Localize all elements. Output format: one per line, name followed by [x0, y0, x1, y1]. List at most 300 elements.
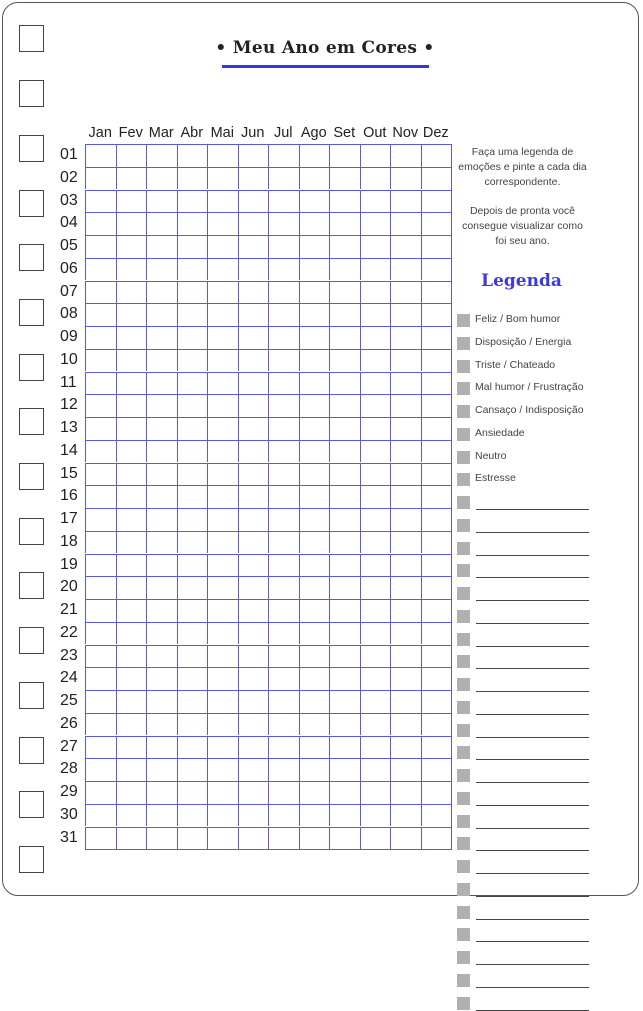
day-cell[interactable]: [177, 531, 208, 554]
day-cell[interactable]: [299, 827, 330, 850]
day-cell[interactable]: [299, 326, 330, 349]
day-cell[interactable]: [268, 485, 299, 508]
day-cell[interactable]: [146, 463, 177, 486]
day-cell[interactable]: [299, 599, 330, 622]
day-cell[interactable]: [299, 508, 330, 531]
legend-swatch[interactable]: [457, 360, 470, 373]
day-cell[interactable]: [85, 417, 116, 440]
day-cell[interactable]: [146, 531, 177, 554]
legend-swatch[interactable]: [457, 906, 470, 919]
day-cell[interactable]: [299, 804, 330, 827]
day-cell[interactable]: [421, 326, 452, 349]
day-cell[interactable]: [268, 622, 299, 645]
day-cell[interactable]: [390, 144, 421, 167]
day-cell[interactable]: [177, 303, 208, 326]
day-cell[interactable]: [329, 167, 360, 190]
day-cell[interactable]: [207, 781, 238, 804]
day-cell[interactable]: [421, 713, 452, 736]
day-cell[interactable]: [360, 667, 391, 690]
day-cell[interactable]: [207, 485, 238, 508]
day-cell[interactable]: [238, 827, 269, 850]
legend-blank-line[interactable]: [476, 941, 589, 942]
day-cell[interactable]: [85, 531, 116, 554]
day-cell[interactable]: [268, 303, 299, 326]
day-cell[interactable]: [238, 167, 269, 190]
day-cell[interactable]: [421, 485, 452, 508]
day-cell[interactable]: [85, 190, 116, 213]
day-cell[interactable]: [390, 463, 421, 486]
day-cell[interactable]: [268, 235, 299, 258]
legend-blank-line[interactable]: [476, 646, 589, 647]
day-cell[interactable]: [390, 781, 421, 804]
day-cell[interactable]: [390, 394, 421, 417]
day-cell[interactable]: [177, 645, 208, 668]
day-cell[interactable]: [238, 190, 269, 213]
day-cell[interactable]: [329, 281, 360, 304]
legend-swatch[interactable]: [457, 542, 470, 555]
day-cell[interactable]: [116, 417, 147, 440]
day-cell[interactable]: [116, 667, 147, 690]
day-cell[interactable]: [329, 599, 360, 622]
day-cell[interactable]: [299, 258, 330, 281]
day-cell[interactable]: [207, 417, 238, 440]
day-cell[interactable]: [146, 508, 177, 531]
legend-swatch[interactable]: [457, 974, 470, 987]
day-cell[interactable]: [116, 554, 147, 577]
day-cell[interactable]: [146, 758, 177, 781]
day-cell[interactable]: [390, 713, 421, 736]
day-cell[interactable]: [238, 485, 269, 508]
day-cell[interactable]: [360, 235, 391, 258]
day-cell[interactable]: [329, 303, 360, 326]
day-cell[interactable]: [421, 463, 452, 486]
day-cell[interactable]: [268, 713, 299, 736]
day-cell[interactable]: [207, 508, 238, 531]
day-cell[interactable]: [421, 781, 452, 804]
day-cell[interactable]: [116, 258, 147, 281]
day-cell[interactable]: [299, 713, 330, 736]
legend-blank-line[interactable]: [476, 782, 589, 783]
day-cell[interactable]: [360, 531, 391, 554]
day-cell[interactable]: [116, 212, 147, 235]
day-cell[interactable]: [299, 212, 330, 235]
day-cell[interactable]: [207, 281, 238, 304]
day-cell[interactable]: [421, 554, 452, 577]
day-cell[interactable]: [207, 622, 238, 645]
day-cell[interactable]: [238, 781, 269, 804]
legend-swatch[interactable]: [457, 564, 470, 577]
day-cell[interactable]: [299, 440, 330, 463]
legend-blank-line[interactable]: [476, 691, 589, 692]
legend-blank-line[interactable]: [476, 737, 589, 738]
day-cell[interactable]: [329, 622, 360, 645]
legend-swatch[interactable]: [457, 496, 470, 509]
day-cell[interactable]: [329, 440, 360, 463]
day-cell[interactable]: [268, 463, 299, 486]
day-cell[interactable]: [390, 212, 421, 235]
day-cell[interactable]: [85, 485, 116, 508]
day-cell[interactable]: [329, 576, 360, 599]
day-cell[interactable]: [421, 440, 452, 463]
legend-swatch[interactable]: [457, 769, 470, 782]
day-cell[interactable]: [268, 690, 299, 713]
day-cell[interactable]: [299, 576, 330, 599]
legend-swatch[interactable]: [457, 837, 470, 850]
day-cell[interactable]: [116, 781, 147, 804]
day-cell[interactable]: [238, 372, 269, 395]
day-cell[interactable]: [207, 212, 238, 235]
day-cell[interactable]: [207, 372, 238, 395]
day-cell[interactable]: [329, 463, 360, 486]
day-cell[interactable]: [85, 281, 116, 304]
legend-blank-line[interactable]: [476, 555, 589, 556]
day-cell[interactable]: [207, 190, 238, 213]
day-cell[interactable]: [360, 736, 391, 759]
day-cell[interactable]: [116, 235, 147, 258]
day-cell[interactable]: [238, 349, 269, 372]
day-cell[interactable]: [421, 303, 452, 326]
day-cell[interactable]: [299, 622, 330, 645]
day-cell[interactable]: [421, 235, 452, 258]
legend-swatch[interactable]: [457, 724, 470, 737]
legend-swatch[interactable]: [457, 337, 470, 350]
day-cell[interactable]: [390, 281, 421, 304]
day-cell[interactable]: [360, 645, 391, 668]
day-cell[interactable]: [85, 827, 116, 850]
day-cell[interactable]: [238, 508, 269, 531]
day-cell[interactable]: [299, 485, 330, 508]
day-cell[interactable]: [329, 667, 360, 690]
day-cell[interactable]: [146, 645, 177, 668]
day-cell[interactable]: [177, 190, 208, 213]
day-cell[interactable]: [116, 303, 147, 326]
day-cell[interactable]: [329, 690, 360, 713]
day-cell[interactable]: [268, 554, 299, 577]
day-cell[interactable]: [177, 440, 208, 463]
day-cell[interactable]: [207, 667, 238, 690]
day-cell[interactable]: [146, 235, 177, 258]
day-cell[interactable]: [238, 258, 269, 281]
day-cell[interactable]: [268, 326, 299, 349]
day-cell[interactable]: [329, 372, 360, 395]
day-cell[interactable]: [177, 622, 208, 645]
day-cell[interactable]: [390, 258, 421, 281]
legend-swatch[interactable]: [457, 655, 470, 668]
day-cell[interactable]: [329, 394, 360, 417]
day-cell[interactable]: [177, 758, 208, 781]
day-cell[interactable]: [116, 576, 147, 599]
day-cell[interactable]: [299, 645, 330, 668]
day-cell[interactable]: [116, 281, 147, 304]
day-cell[interactable]: [360, 690, 391, 713]
day-cell[interactable]: [85, 576, 116, 599]
day-cell[interactable]: [360, 758, 391, 781]
day-cell[interactable]: [360, 372, 391, 395]
day-cell[interactable]: [116, 508, 147, 531]
day-cell[interactable]: [360, 554, 391, 577]
day-cell[interactable]: [299, 372, 330, 395]
day-cell[interactable]: [329, 781, 360, 804]
day-cell[interactable]: [360, 326, 391, 349]
day-cell[interactable]: [207, 736, 238, 759]
day-cell[interactable]: [238, 736, 269, 759]
day-cell[interactable]: [116, 827, 147, 850]
day-cell[interactable]: [85, 736, 116, 759]
day-cell[interactable]: [177, 372, 208, 395]
day-cell[interactable]: [116, 144, 147, 167]
day-cell[interactable]: [146, 599, 177, 622]
day-cell[interactable]: [329, 212, 360, 235]
day-cell[interactable]: [360, 508, 391, 531]
day-cell[interactable]: [299, 736, 330, 759]
day-cell[interactable]: [329, 713, 360, 736]
day-cell[interactable]: [390, 531, 421, 554]
day-cell[interactable]: [360, 463, 391, 486]
legend-blank-line[interactable]: [476, 896, 589, 897]
legend-swatch[interactable]: [457, 883, 470, 896]
legend-swatch[interactable]: [457, 678, 470, 691]
day-cell[interactable]: [85, 645, 116, 668]
day-cell[interactable]: [177, 508, 208, 531]
legend-swatch[interactable]: [457, 701, 470, 714]
day-cell[interactable]: [238, 303, 269, 326]
day-cell[interactable]: [421, 281, 452, 304]
legend-swatch[interactable]: [457, 587, 470, 600]
day-cell[interactable]: [360, 258, 391, 281]
day-cell[interactable]: [268, 281, 299, 304]
legend-blank-line[interactable]: [476, 668, 589, 669]
day-cell[interactable]: [421, 212, 452, 235]
day-cell[interactable]: [390, 554, 421, 577]
legend-blank-line[interactable]: [476, 1010, 589, 1011]
day-cell[interactable]: [146, 326, 177, 349]
day-cell[interactable]: [421, 599, 452, 622]
day-cell[interactable]: [268, 372, 299, 395]
day-cell[interactable]: [116, 758, 147, 781]
day-cell[interactable]: [177, 736, 208, 759]
day-cell[interactable]: [299, 417, 330, 440]
day-cell[interactable]: [299, 190, 330, 213]
day-cell[interactable]: [238, 235, 269, 258]
legend-blank-line[interactable]: [476, 509, 589, 510]
day-cell[interactable]: [268, 440, 299, 463]
day-cell[interactable]: [390, 485, 421, 508]
day-cell[interactable]: [360, 167, 391, 190]
day-cell[interactable]: [85, 713, 116, 736]
day-cell[interactable]: [116, 713, 147, 736]
day-cell[interactable]: [360, 394, 391, 417]
day-cell[interactable]: [116, 190, 147, 213]
day-cell[interactable]: [329, 144, 360, 167]
day-cell[interactable]: [116, 394, 147, 417]
day-cell[interactable]: [299, 690, 330, 713]
day-cell[interactable]: [268, 394, 299, 417]
day-cell[interactable]: [85, 554, 116, 577]
day-cell[interactable]: [85, 258, 116, 281]
day-cell[interactable]: [85, 235, 116, 258]
day-cell[interactable]: [85, 326, 116, 349]
day-cell[interactable]: [85, 667, 116, 690]
day-cell[interactable]: [299, 781, 330, 804]
day-cell[interactable]: [116, 440, 147, 463]
day-cell[interactable]: [390, 372, 421, 395]
day-cell[interactable]: [146, 622, 177, 645]
day-cell[interactable]: [421, 349, 452, 372]
day-cell[interactable]: [146, 167, 177, 190]
day-cell[interactable]: [268, 508, 299, 531]
legend-swatch[interactable]: [457, 519, 470, 532]
day-cell[interactable]: [177, 463, 208, 486]
day-cell[interactable]: [207, 463, 238, 486]
day-cell[interactable]: [207, 235, 238, 258]
day-cell[interactable]: [238, 212, 269, 235]
day-cell[interactable]: [207, 758, 238, 781]
day-cell[interactable]: [207, 167, 238, 190]
day-cell[interactable]: [238, 554, 269, 577]
day-cell[interactable]: [207, 440, 238, 463]
day-cell[interactable]: [146, 212, 177, 235]
day-cell[interactable]: [299, 349, 330, 372]
day-cell[interactable]: [390, 690, 421, 713]
day-cell[interactable]: [299, 554, 330, 577]
legend-blank-line[interactable]: [476, 873, 589, 874]
day-cell[interactable]: [146, 713, 177, 736]
day-cell[interactable]: [238, 576, 269, 599]
day-cell[interactable]: [146, 417, 177, 440]
day-cell[interactable]: [238, 463, 269, 486]
day-cell[interactable]: [177, 827, 208, 850]
day-cell[interactable]: [299, 463, 330, 486]
day-cell[interactable]: [116, 599, 147, 622]
day-cell[interactable]: [421, 645, 452, 668]
legend-blank-line[interactable]: [476, 577, 589, 578]
day-cell[interactable]: [421, 258, 452, 281]
day-cell[interactable]: [268, 758, 299, 781]
day-cell[interactable]: [85, 212, 116, 235]
day-cell[interactable]: [390, 508, 421, 531]
day-cell[interactable]: [360, 144, 391, 167]
day-cell[interactable]: [146, 303, 177, 326]
day-cell[interactable]: [116, 736, 147, 759]
day-cell[interactable]: [268, 804, 299, 827]
day-cell[interactable]: [421, 167, 452, 190]
day-cell[interactable]: [85, 372, 116, 395]
day-cell[interactable]: [177, 235, 208, 258]
legend-swatch[interactable]: [457, 928, 470, 941]
day-cell[interactable]: [421, 736, 452, 759]
day-cell[interactable]: [390, 349, 421, 372]
day-cell[interactable]: [268, 190, 299, 213]
day-cell[interactable]: [421, 667, 452, 690]
day-cell[interactable]: [329, 349, 360, 372]
legend-blank-line[interactable]: [476, 919, 589, 920]
day-cell[interactable]: [299, 394, 330, 417]
day-cell[interactable]: [360, 804, 391, 827]
day-cell[interactable]: [207, 394, 238, 417]
day-cell[interactable]: [268, 736, 299, 759]
day-cell[interactable]: [329, 758, 360, 781]
day-cell[interactable]: [85, 758, 116, 781]
day-cell[interactable]: [238, 281, 269, 304]
day-cell[interactable]: [390, 599, 421, 622]
legend-swatch[interactable]: [457, 815, 470, 828]
day-cell[interactable]: [85, 349, 116, 372]
day-cell[interactable]: [238, 713, 269, 736]
day-cell[interactable]: [329, 645, 360, 668]
day-cell[interactable]: [207, 713, 238, 736]
day-cell[interactable]: [329, 531, 360, 554]
day-cell[interactable]: [360, 349, 391, 372]
day-cell[interactable]: [421, 372, 452, 395]
day-cell[interactable]: [177, 417, 208, 440]
day-cell[interactable]: [146, 372, 177, 395]
legend-blank-line[interactable]: [476, 828, 589, 829]
day-cell[interactable]: [85, 599, 116, 622]
day-cell[interactable]: [207, 258, 238, 281]
day-cell[interactable]: [268, 781, 299, 804]
day-cell[interactable]: [268, 349, 299, 372]
day-cell[interactable]: [116, 326, 147, 349]
day-cell[interactable]: [238, 622, 269, 645]
day-cell[interactable]: [85, 622, 116, 645]
day-cell[interactable]: [177, 258, 208, 281]
day-cell[interactable]: [116, 690, 147, 713]
day-cell[interactable]: [390, 736, 421, 759]
day-cell[interactable]: [238, 758, 269, 781]
day-cell[interactable]: [329, 804, 360, 827]
day-cell[interactable]: [116, 349, 147, 372]
day-cell[interactable]: [299, 303, 330, 326]
legend-swatch[interactable]: [457, 633, 470, 646]
day-cell[interactable]: [360, 713, 391, 736]
legend-swatch[interactable]: [457, 792, 470, 805]
day-cell[interactable]: [146, 804, 177, 827]
day-cell[interactable]: [299, 758, 330, 781]
day-cell[interactable]: [85, 144, 116, 167]
day-cell[interactable]: [85, 394, 116, 417]
day-cell[interactable]: [146, 576, 177, 599]
day-cell[interactable]: [146, 781, 177, 804]
day-cell[interactable]: [390, 667, 421, 690]
day-cell[interactable]: [146, 190, 177, 213]
day-cell[interactable]: [238, 690, 269, 713]
legend-swatch[interactable]: [457, 473, 470, 486]
day-cell[interactable]: [421, 690, 452, 713]
day-cell[interactable]: [360, 303, 391, 326]
day-cell[interactable]: [299, 531, 330, 554]
day-cell[interactable]: [116, 485, 147, 508]
day-cell[interactable]: [207, 576, 238, 599]
day-cell[interactable]: [421, 508, 452, 531]
day-cell[interactable]: [390, 190, 421, 213]
day-cell[interactable]: [146, 827, 177, 850]
day-cell[interactable]: [421, 144, 452, 167]
day-cell[interactable]: [177, 349, 208, 372]
day-cell[interactable]: [177, 281, 208, 304]
day-cell[interactable]: [329, 554, 360, 577]
day-cell[interactable]: [421, 190, 452, 213]
day-cell[interactable]: [268, 531, 299, 554]
day-cell[interactable]: [360, 781, 391, 804]
day-cell[interactable]: [390, 417, 421, 440]
day-cell[interactable]: [177, 554, 208, 577]
day-cell[interactable]: [85, 167, 116, 190]
day-cell[interactable]: [421, 417, 452, 440]
day-cell[interactable]: [390, 303, 421, 326]
legend-blank-line[interactable]: [476, 532, 589, 533]
day-cell[interactable]: [177, 167, 208, 190]
day-cell[interactable]: [268, 667, 299, 690]
